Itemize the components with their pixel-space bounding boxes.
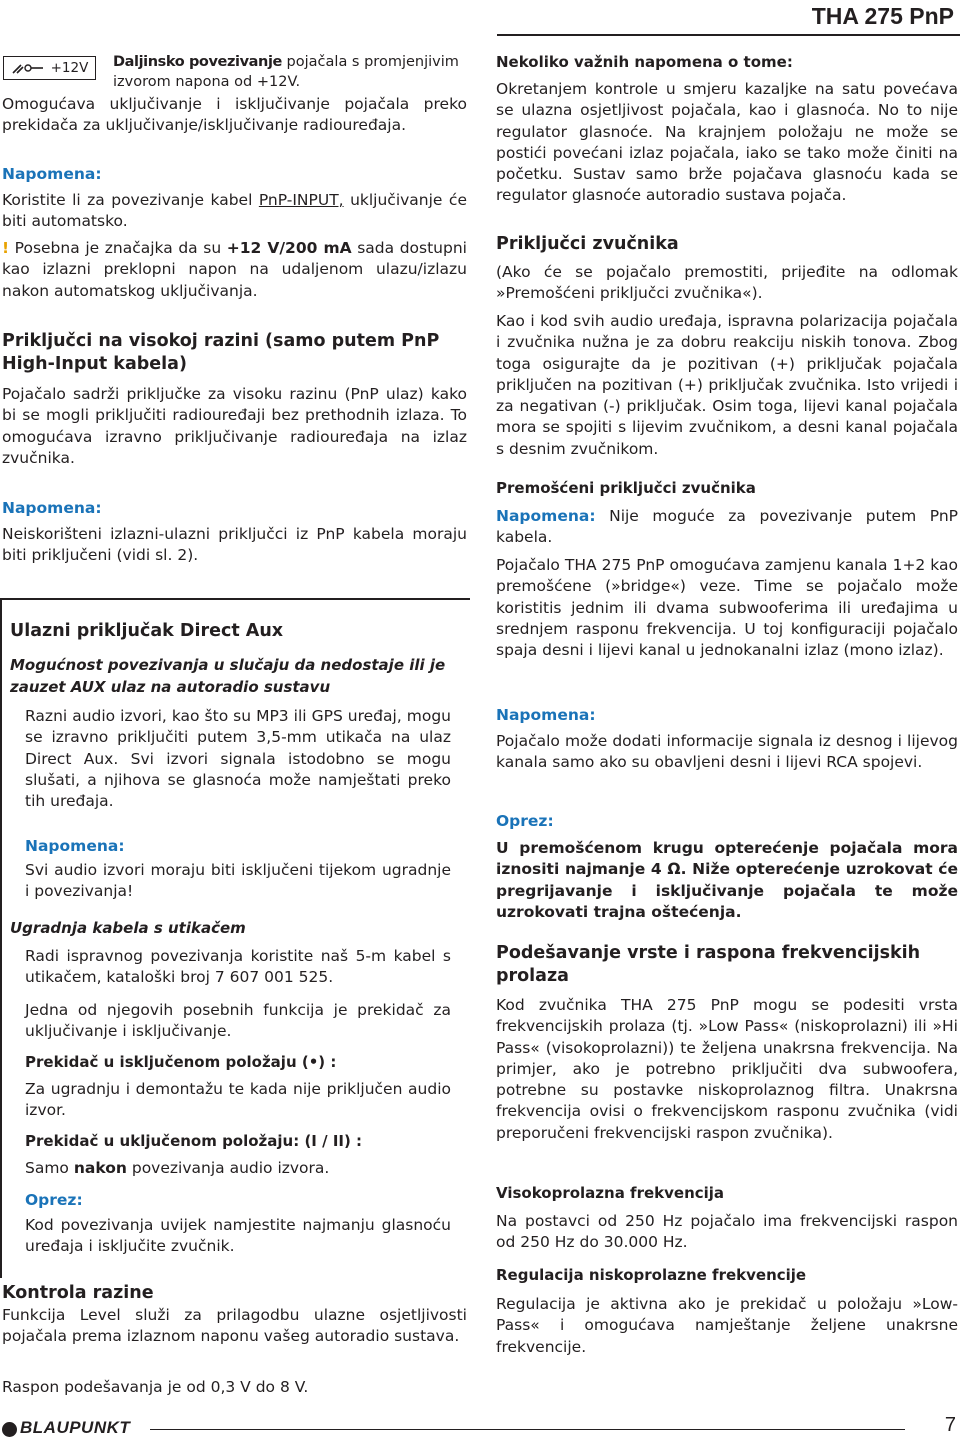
note-label: Napomena:: [25, 837, 125, 855]
cable-subheading: Ugradnja kabela s utikačem: [10, 919, 246, 937]
speaker-paragraph-2: Kao i kod svih audio uređaja, ispravna polarizacija pojačala i zvučnika nužna je za dobru reakciju niskih tonova. Zbog toga osigurajte da je pozitivan (+) priključak pojačala priključen na pozitivan (+) priključak zvučnika. Isto vrijedi i za negativan (-) priključak. Osim toga, lijevi kanal pojačala mora se spojiti s lijevim zvučnikom, a desni kanal pojačala s desnim zvučnikom.: [496, 312, 958, 458]
caution-label: Oprez:: [25, 1191, 83, 1209]
aux-heading: Ulazni priključak Direct Aux: [10, 621, 284, 641]
page-header-title: THA 275 PnP: [811, 3, 954, 29]
header-rule: [497, 34, 960, 36]
pnp-input-link: PnP-INPUT,: [258, 191, 344, 209]
switch-on-text: Samo nakon povezivanja audio izvora.: [25, 1159, 330, 1177]
aux-frame-top: [0, 598, 470, 600]
note-label: Napomena:: [2, 499, 102, 517]
frequency-paragraph: Kod zvučnika THA 275 PnP mogu se podesiti vrsta frekvencijskih prolaza (tj. »Low Pass« (niskoprolazni) ili »Hi Pass« (visokoprolazni)) te željena unakrsna frekvencija. Na primjer, ako je potrebno priključiti dva subwoofera, potrebne su postavke niskoprolaznog filtra. Unakrsna frekvencija ovisi o frekvencijskom rasponu zvučnika (vidi preporučeni frekvencijski raspon zvučnika).: [496, 996, 958, 1142]
brand-logo-mark: [2, 1422, 17, 1437]
special-note: ! Posebna je značajka da su +12 V/200 mA sada dostupni kao izlazni preklopni napon na udaljenom ulazu/izlazu nakon automatskog uključivanja.: [2, 239, 467, 300]
high-input-paragraph: Pojačalo sadrži priključke za visoku razinu (PnP ulaz) kako bi se mogli priključiti radiouređaji bez prethodnih izlaza. To omogućava izravno priključivanje radiouređaja na izlaz zvučnika.: [2, 385, 467, 467]
remote-intro: [113, 52, 468, 92]
cable-paragraph-1: Radi ispravnog povezivanja koristite naš 5-m kabel s utikačem, kataloški broj 7 607 001 525.: [25, 947, 451, 987]
aux-note: Svi audio izvori moraju biti isključeni tijekom ugradnje i povezivanja!: [25, 861, 451, 901]
frequency-heading: Podešavanje vrste i raspona frekvencijskih prolaza: [496, 943, 921, 986]
high-pass-text: Na postavci od 250 Hz pojačalo ima frekvencijski raspon od 250 Hz do 30.000 Hz.: [496, 1212, 958, 1252]
remote-text: pojačala s promjenjivim izvorom napona od +12V.: [113, 54, 459, 90]
caution-text: U premošćenom krugu opterećenje pojačala mora iznositi najmanje 4 Ω. Niže opterećenje uzrokovat će pregrijavanje i isključivanje pojačala te može uzrokovati trajna oštećenja.: [496, 839, 958, 921]
level-range: Raspon podešavanja je od 0,3 V do 8 V.: [2, 1378, 309, 1396]
high-input-heading: Priključci na visokoj razini (samo putem PnP High-Input kabela): [2, 331, 440, 374]
warning-mark: !: [2, 239, 10, 257]
note-label: Napomena:: [496, 706, 596, 724]
switch-on-heading: Prekidač u uključenom položaju: (I / II) :: [25, 1132, 363, 1150]
caution-text: Kod povezivanja uvijek namjestite najmanju glasnoću uređaja i isključite zvučnik.: [25, 1216, 451, 1256]
brand-logo: BLAUPUNKT: [20, 1418, 131, 1437]
remote-voltage-label: +12V: [50, 60, 89, 76]
remote-title: Daljinsko povezivanje: [113, 54, 282, 70]
plug-icon: [11, 61, 45, 75]
aux-paragraph: Razni audio izvori, kao što su MP3 ili GPS uređaj, mogu se izravno priključiti putem 3,5-mm utikača na ulaz Direct Aux. Svi izvori signala istodobno se mogu slušati, a njihova se glasnoća može namještati preko tih uređaja.: [25, 707, 451, 811]
switch-off-text: Za ugradnju i demontažu te kada nije priključen audio izvor.: [25, 1080, 451, 1120]
remote-voltage-box: [3, 56, 96, 80]
notes-paragraph: Okretanjem kontrole u smjeru kazaljke na satu povećava se ulazna osjetljivost pojačala, kao i glasnoća. No to nije regulator glasnoće. Na krajnjem položaju ne može se postići povećani izlaz pojačala, iako se tako može činiti na početku. Sustav samo brže pojačava glasnoću kada se regulator glasnoće autoradio sustava pojača.: [496, 80, 958, 205]
bridge-heading: Premošćeni priključci zvučnika: [496, 479, 756, 497]
notes-heading: Nekoliko važnih napomena o tome:: [496, 53, 793, 71]
low-pass-heading: Regulacija niskoprolazne frekvencije: [496, 1266, 807, 1284]
high-pass-heading: Visokoprolazna frekvencija: [496, 1184, 725, 1202]
switch-off-heading: Prekidač u isključenom položaju (•) :: [25, 1053, 337, 1071]
level-paragraph: Funkcija Level služi za prilagodbu ulazne osjetljivosti pojačala prema izlaznom naponu vašeg autoradio sustava.: [2, 1306, 467, 1346]
page-number: 7: [944, 1414, 956, 1436]
pnp-note: Koristite li za povezivanje kabel PnP-INPUT, uključivanje će biti automatsko.: [2, 191, 467, 231]
low-pass-text: Regulacija je aktivna ako je prekidač u položaju »Low-Pass« i omogućava namještanje željene unakrsne frekvencije.: [496, 1295, 958, 1356]
aux-subheading: Mogućnost povezivanja u slučaju da nedostaje ili je zauzet AUX ulaz na autoradio sustavu: [10, 656, 446, 696]
bridge-note-2: Pojačalo može dodati informacije signala iz desnog i lijevog kanala samo ako su obavljeni desni i lijevi RCA spojevi.: [496, 732, 958, 772]
speaker-heading: Priključci zvučnika: [496, 234, 679, 254]
high-input-note: Neiskorišteni izlazni-ulazni priključci iz PnP kabela moraju biti priključeni (vidi sl. 2).: [2, 525, 467, 565]
bridge-note: Napomena: Nije moguće za povezivanje putem PnP kabela.: [496, 507, 958, 547]
note-label: Napomena:: [2, 165, 102, 183]
aux-frame-left: [0, 598, 2, 1278]
footer-rule: [150, 1429, 905, 1430]
cable-paragraph-2: Jedna od njegovih posebnih funkcija je prekidač za uključivanje i isključivanje.: [25, 1001, 451, 1041]
level-heading: Kontrola razine: [2, 1283, 154, 1303]
speaker-paragraph-1: (Ako će se pojačalo premostiti, prijeđite na odlomak »Premošćeni priključci zvučnika«).: [496, 263, 958, 303]
remote-paragraph: Omogućava uključivanje i isključivanje pojačala preko prekidača za uključivanje/isključivanje radiouređaja.: [2, 95, 467, 135]
caution-label: Oprez:: [496, 812, 554, 830]
bridge-paragraph: Pojačalo THA 275 PnP omogućava zamjenu kanala 1+2 kao premošćene (»bridge«) veze. Time se pojačalo može koristitis jednim ili dvama subwooferima ili uređajima u srednjem rasponu frekvencija. U toj konfiguraciji pojačalo spaja desni i lijevi kanal u jednokanalni izlaz (mono izlaz).: [496, 556, 958, 660]
